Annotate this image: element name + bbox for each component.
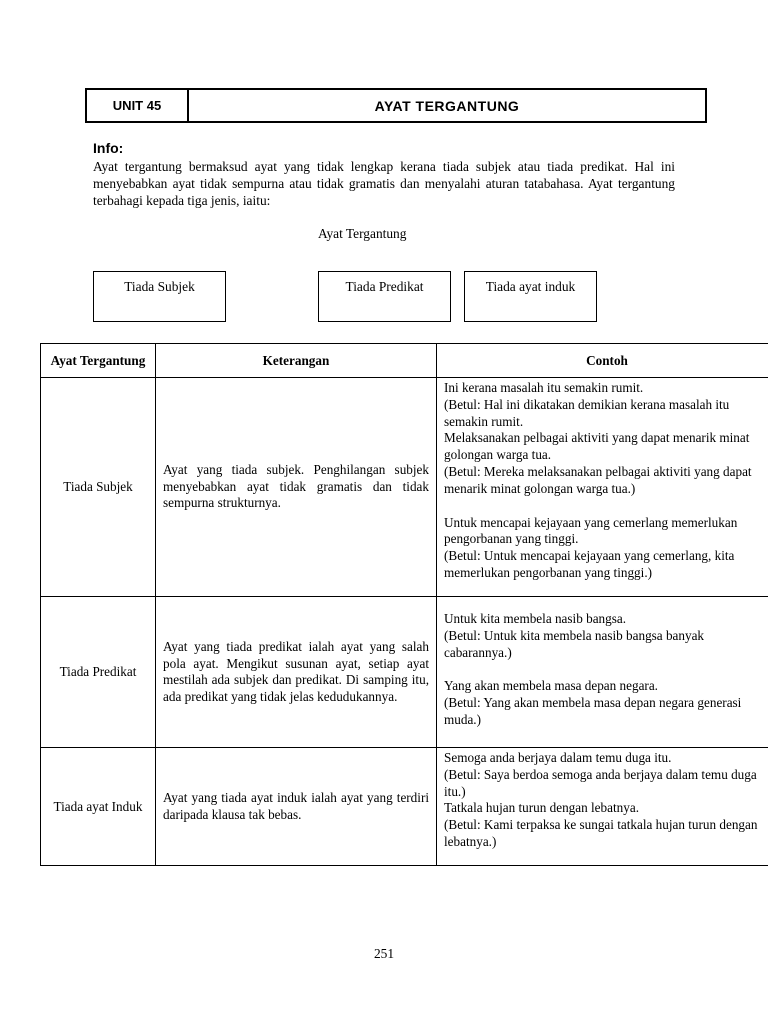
- example-spacer: [444, 661, 768, 678]
- info-heading: Info:: [93, 140, 124, 156]
- example-line: Semoga anda berjaya dalam temu duga itu.: [444, 750, 672, 765]
- row-examples: [437, 378, 768, 597]
- example-line: (Betul: Untuk kita membela nasib bangsa banyak cabarannya.): [444, 627, 705, 660]
- column-header-keterangan: Keterangan: [156, 344, 437, 378]
- table-row: [41, 597, 768, 748]
- diagram-box-tiada-subjek: Tiada Subjek: [93, 271, 226, 322]
- example-line: Untuk kita membela nasib bangsa.: [444, 611, 627, 626]
- info-paragraph: Ayat tergantung bermaksud ayat yang tidak lengkap kerana tiada subjek atau tiada predikat. Hal ini menyebabkan ayat tidak sempurna atau tidak gramatis dan menyalahi aturan tatabahasa. Ayat tergantung terbahagi kepada tiga jenis, iaitu:: [93, 159, 675, 208]
- example-line: Untuk mencapai kejayaan yang cemerlang memerlukan pengorbanan yang tinggi.: [444, 514, 738, 547]
- unit-label: UNIT 45: [87, 90, 189, 121]
- row-type: Tiada ayat Induk: [41, 748, 156, 866]
- diagram-root-label: Ayat Tergantung: [318, 226, 407, 241]
- column-header-ayat-tergantung: Ayat Tergantung: [41, 344, 156, 378]
- ayat-tergantung-table: [40, 343, 768, 866]
- example-line: (Betul: Untuk mencapai kejayaan yang cemerlang, kita memerlukan pengorbanan yang tinggi.): [444, 548, 735, 580]
- row-description: Ayat yang tiada predikat ialah ayat yang salah pola ayat. Mengikut susunan ayat, setiap ayat mestilah ada subjek dan predikat. Di samping itu, ada predikat yang tidak jelas kedudukannya.: [156, 597, 437, 748]
- table-row: [41, 748, 768, 866]
- table-header-row: [41, 344, 768, 378]
- example-line: (Betul: Yang akan membela masa depan negara generasi muda.): [444, 695, 742, 727]
- row-type: Tiada Subjek: [41, 378, 156, 597]
- row-examples: [437, 748, 768, 866]
- example-line: (Betul: Hal ini dikatakan demikian kerana masalah itu semakin rumit.: [444, 396, 730, 429]
- example-line: Tatkala hujan turun dengan lebatnya.: [444, 800, 639, 816]
- row-type: Tiada Predikat: [41, 597, 156, 748]
- example-line: (Betul: Saya berdoa semoga anda berjaya dalam temu duga itu.): [444, 766, 757, 799]
- example-line: Melaksanakan pelbagai aktiviti yang dapat menarik minat golongan warga tua.: [444, 430, 750, 463]
- row-description: Ayat yang tiada ayat induk ialah ayat yang terdiri daripada klausa tak bebas.: [156, 748, 437, 866]
- example-line: Yang akan membela masa depan negara.: [444, 678, 658, 694]
- example-line: (Betul: Mereka melaksanakan pelbagai aktiviti yang dapat menarik minat golongan warga tua.): [444, 463, 752, 496]
- example-line: (Betul: Kami terpaksa ke sungai tatkala hujan turun dengan lebatnya.): [444, 817, 758, 849]
- row-description: Ayat yang tiada subjek. Penghilangan subjek menyebabkan ayat tidak gramatis dan tidak sempurna strukturnya.: [156, 378, 437, 597]
- example-line: Ini kerana masalah itu semakin rumit.: [444, 380, 644, 395]
- diagram-box-tiada-predikat: Tiada Predikat: [318, 271, 451, 322]
- diagram-box-tiada-ayat-induk: Tiada ayat induk: [464, 271, 597, 322]
- row-examples: [437, 597, 768, 748]
- table-row: [41, 378, 768, 597]
- page-number: 251: [373, 946, 395, 961]
- column-header-contoh: Contoh: [437, 344, 768, 378]
- example-spacer: [444, 498, 768, 515]
- page-title: AYAT TERGANTUNG: [374, 97, 520, 114]
- unit-header: [85, 88, 707, 123]
